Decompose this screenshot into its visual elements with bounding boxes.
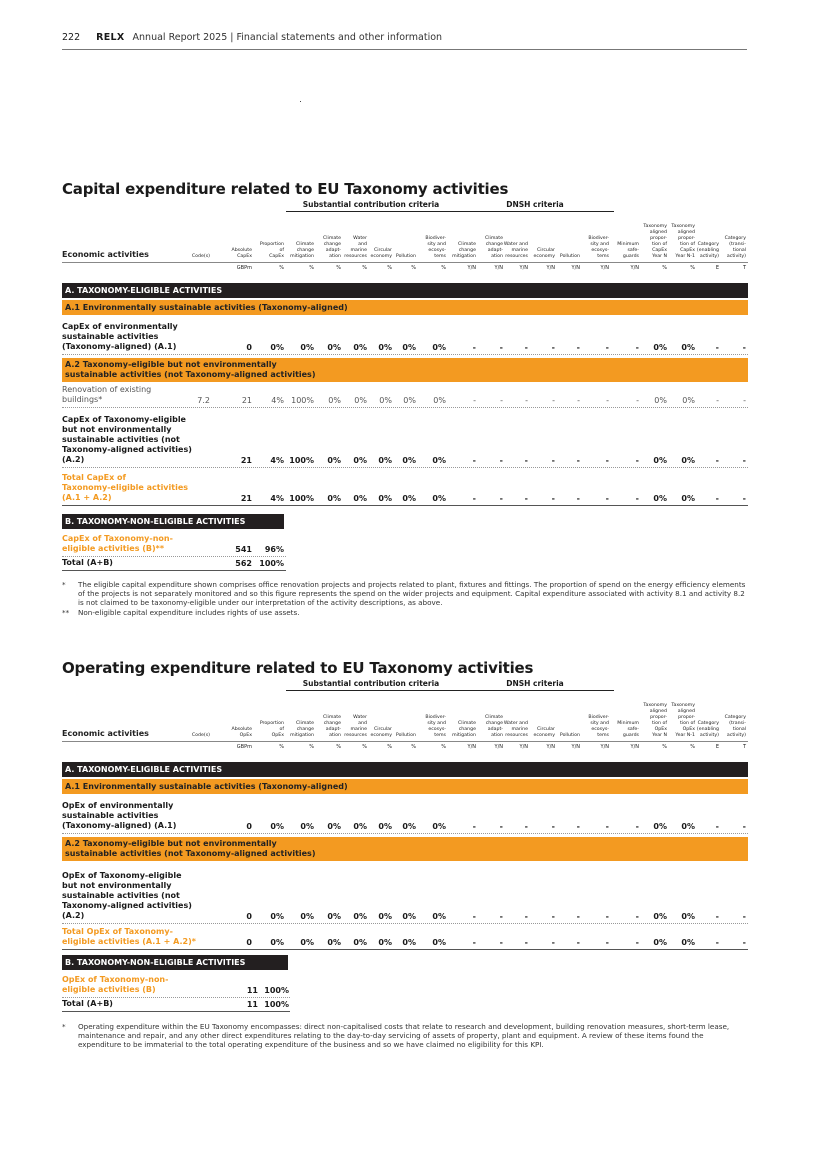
- row-label: Renovation of existing buildings*: [62, 385, 152, 404]
- row-value: -: [715, 938, 719, 947]
- opex-bar-eligible-not-aligned: A.2 Taxonomy-eligible but not environmentally sustainable activities (not Taxonomy-aligned activities): [62, 837, 748, 861]
- opex-col-header: Pollution: [559, 733, 580, 738]
- capex-row-renovation: [62, 382, 748, 408]
- row-value: -: [473, 396, 476, 405]
- row-value: 21: [240, 494, 252, 503]
- opex-group-dnsh: DNSH criteria: [456, 679, 614, 691]
- capex-unit-cell: %: [662, 265, 667, 271]
- row-label: Total OpEx of Taxonomy- eligible activities (A.1 + A.2)*: [62, 927, 196, 946]
- opex-column-headers: [62, 699, 748, 739]
- capex-row-total: [62, 557, 286, 571]
- row-value: -: [472, 494, 476, 503]
- opex-unit-cell: %: [662, 744, 667, 750]
- opex-unit-cell: %: [690, 744, 695, 750]
- capex-footnote2: Non-eligible capital expenditure includes rights of use assets.: [78, 607, 300, 617]
- row-label: Total (A+B): [62, 558, 113, 567]
- capex-unit-cell: Y/N: [600, 265, 609, 271]
- row-value: -: [715, 494, 719, 503]
- row-value: 21: [241, 396, 252, 405]
- row-value: -: [472, 343, 476, 352]
- row-value: -: [499, 456, 503, 465]
- row-value: 0%: [682, 396, 695, 405]
- capex-col-header: Minimum safe- guards: [617, 242, 639, 259]
- row-value: -: [551, 343, 555, 352]
- opex-unit-cell: E: [715, 744, 719, 750]
- capex-unit-cell: Y/N: [630, 265, 639, 271]
- row-value: -: [524, 912, 528, 921]
- capex-col-header: Circular economy: [533, 248, 555, 259]
- row-value: 0%: [353, 822, 367, 831]
- row-value: -: [742, 456, 746, 465]
- capex-col-header: Taxonomy aligned propor- tion of CapEx Year N-1: [671, 224, 695, 259]
- row-value: 100%: [291, 396, 314, 405]
- row-value: -: [576, 822, 580, 831]
- row-value: -: [500, 396, 503, 405]
- opex-col-header: Category (transi- tional activity): [724, 715, 746, 738]
- opex-footnote1: Operating expenditure within the EU Taxonomy encompasses: direct non-capitalised costs that relate to research and development, building renovation measures, short-term lease, maintenance and repair, and any other direct expenditures relating to the day-to-day servicing of assets of property, plant and equipment. A review of these items found the expenditure to be immaterial to the total operating expenditure of the business and so we have claimed no eligibility for this KPI.: [78, 1022, 730, 1050]
- row-value: 0: [246, 912, 252, 921]
- row-value: 0%: [353, 494, 367, 503]
- row-value: -: [715, 822, 719, 831]
- row-value: 0%: [681, 822, 695, 831]
- opex-col-header: Taxonomy aligned propor- tion of OpEx Year N: [643, 703, 667, 738]
- row-value: 0%: [379, 396, 392, 405]
- row-value: -: [577, 396, 580, 405]
- capex-footnote1: The eligible capital expenditure shown comprises office renovation projects and projects related to plant, fixtures and fittings. The proportion of spend on the energy efficiency elements of the projects is not separately monitored and so this figure represents the spend on the wider projects and equipment. Capital expenditure associated with activity 8.1 and activity 8.2 is not claimed to be taxonomy-eligible under our interpretation of the activity descriptions, as above.: [78, 580, 746, 608]
- row-value: 0%: [433, 396, 446, 405]
- row-value: -: [576, 494, 580, 503]
- opex-col-header: Climate change mitigation: [290, 721, 314, 738]
- row-value: -: [525, 396, 528, 405]
- row-value: -: [715, 912, 719, 921]
- capex-unit-cell: %: [411, 265, 416, 271]
- row-value: 0%: [327, 938, 341, 947]
- capex-row-b: [62, 531, 286, 557]
- row-value: -: [576, 343, 580, 352]
- row-value: 0%: [270, 938, 284, 947]
- page-number: 222: [62, 32, 81, 43]
- row-value: -: [551, 822, 555, 831]
- capex-unit-cell: %: [336, 265, 341, 271]
- opex-section: [62, 659, 748, 1079]
- row-value: 100%: [259, 559, 284, 568]
- opex-row-b: [62, 972, 290, 998]
- row-value: 0%: [653, 938, 667, 947]
- opex-group-substantial: Substantial contribution criteria: [286, 679, 456, 691]
- capex-col-header: Climate change mitigation: [290, 242, 314, 259]
- opex-unit-cell: %: [336, 744, 341, 750]
- opex-col-header: Circular economy: [533, 727, 555, 738]
- row-value: 0%: [300, 938, 314, 947]
- capex-group-dnsh: DNSH criteria: [456, 200, 614, 212]
- row-value: 4%: [271, 396, 284, 405]
- opex-col-header: Climate change adapt- ation: [484, 715, 503, 738]
- opex-unit-cell: Y/N: [571, 744, 580, 750]
- opex-col-economic-activities: Economic activities: [62, 729, 149, 738]
- opex-title: Operating expenditure related to EU Taxonomy activities: [62, 659, 534, 677]
- capex-col-header: Biodiver- sity and ecosys- tems: [425, 236, 446, 259]
- capex-col-header: Biodiver- sity and ecosys- tems: [588, 236, 609, 259]
- row-value: 0: [246, 343, 252, 352]
- row-label: CapEx of environmentally sustainable activities (Taxonomy-aligned) (A.1): [62, 322, 178, 351]
- row-value: 0%: [378, 912, 392, 921]
- opex-unit-cell: Y/N: [630, 744, 639, 750]
- row-value: 0%: [432, 822, 446, 831]
- row-value: 11: [246, 1000, 258, 1009]
- capex-unit-cell: Y/N: [494, 265, 503, 271]
- row-value: -: [472, 822, 476, 831]
- decorative-dot: [300, 101, 301, 102]
- row-value: -: [605, 938, 609, 947]
- opex-col-header: Biodiver- sity and ecosys- tems: [425, 715, 446, 738]
- row-value: 541: [235, 545, 252, 554]
- row-value: 0%: [354, 396, 367, 405]
- row-value: -: [472, 456, 476, 465]
- opex-unit-cell: T: [742, 744, 746, 750]
- row-value: -: [635, 938, 639, 947]
- row-value: 100%: [289, 456, 314, 465]
- opex-unit-cell: %: [441, 744, 446, 750]
- opex-row-a1: [62, 794, 748, 834]
- row-value: 0%: [353, 912, 367, 921]
- row-value: -: [743, 396, 746, 405]
- row-value: 0%: [328, 396, 341, 405]
- capex-row-a1: [62, 315, 748, 355]
- opex-col-header: Category (enabling activity): [696, 721, 719, 738]
- row-value: 0%: [378, 456, 392, 465]
- opex-bar-aligned: A.1 Environmentally sustainable activities (Taxonomy-aligned): [62, 779, 748, 794]
- row-value: -: [499, 938, 503, 947]
- page-header: [62, 32, 747, 50]
- row-value: -: [636, 396, 639, 405]
- row-value: -: [552, 396, 555, 405]
- row-value: 0%: [402, 938, 416, 947]
- row-value: -: [605, 494, 609, 503]
- opex-col-header: Biodiver- sity and ecosys- tems: [588, 715, 609, 738]
- capex-bar-non-eligible: B. TAXONOMY-NON-ELIGIBLE ACTIVITIES: [62, 514, 284, 529]
- row-value: 0%: [402, 343, 416, 352]
- row-value: -: [524, 938, 528, 947]
- row-value: 11: [246, 986, 258, 995]
- row-value: -: [524, 456, 528, 465]
- capex-unit-cell: T: [742, 265, 746, 271]
- row-value: -: [499, 494, 503, 503]
- row-value: 100%: [264, 1000, 289, 1009]
- row-value: -: [715, 343, 719, 352]
- capex-footnote2-mark: **: [62, 607, 70, 617]
- opex-unit-cell: Y/N: [467, 744, 476, 750]
- opex-bar-eligible: A. TAXONOMY-ELIGIBLE ACTIVITIES: [62, 762, 748, 777]
- row-value: -: [605, 822, 609, 831]
- row-value: -: [635, 456, 639, 465]
- row-label: Total CapEx of Taxonomy-eligible activities (A.1 + A.2): [62, 473, 189, 502]
- row-value: 21: [240, 456, 252, 465]
- opex-col-header: Code(s): [191, 733, 210, 738]
- opex-unit-cell: GBPm: [236, 744, 252, 750]
- header-subtitle: Annual Report 2025 | Financial statements and other information: [132, 32, 443, 43]
- opex-footnote1-mark: *: [62, 1022, 66, 1031]
- row-value: -: [576, 456, 580, 465]
- opex-footnotes: [62, 1022, 748, 1050]
- capex-col-header: Proportion of CapEx: [259, 242, 284, 259]
- row-value: 0%: [353, 456, 367, 465]
- row-value: 562: [235, 559, 252, 568]
- row-value: 0%: [432, 912, 446, 921]
- row-value: -: [499, 822, 503, 831]
- row-value: 0%: [353, 938, 367, 947]
- capex-section: [62, 180, 748, 630]
- row-value: 0%: [653, 456, 667, 465]
- capex-col-economic-activities: Economic activities: [62, 250, 149, 259]
- row-value: 0%: [653, 822, 667, 831]
- capex-footnotes: [62, 580, 748, 617]
- row-value: -: [635, 912, 639, 921]
- opex-col-header: Climate change mitigation: [452, 721, 476, 738]
- row-label: CapEx of Taxonomy-non- eligible activities (B)**: [62, 534, 173, 553]
- opex-unit-cell: Y/N: [494, 744, 503, 750]
- capex-group-substantial: Substantial contribution criteria: [286, 200, 456, 212]
- capex-units-row: [62, 262, 748, 274]
- row-value: -: [499, 343, 503, 352]
- row-value: 0%: [270, 343, 284, 352]
- row-value: -: [551, 938, 555, 947]
- row-value: 0%: [378, 343, 392, 352]
- opex-row-a2: [62, 861, 748, 924]
- opex-unit-cell: %: [362, 744, 367, 750]
- row-value: 0%: [300, 343, 314, 352]
- row-value: -: [551, 912, 555, 921]
- row-value: 0%: [432, 456, 446, 465]
- opex-row-total-eligible: [62, 924, 748, 950]
- row-value: 0%: [681, 912, 695, 921]
- opex-units-row: [62, 741, 748, 753]
- capex-row-total-eligible: [62, 468, 748, 506]
- capex-unit-cell: Y/N: [571, 265, 580, 271]
- row-value: 100%: [264, 986, 289, 995]
- opex-col-header: Minimum safe- guards: [617, 721, 639, 738]
- opex-bar-non-eligible: B. TAXONOMY-NON-ELIGIBLE ACTIVITIES: [62, 955, 288, 970]
- row-value: 0%: [432, 343, 446, 352]
- brand-name: RELX: [96, 32, 125, 43]
- opex-col-header: Water and marine resources: [503, 721, 528, 738]
- row-value: 0: [246, 822, 252, 831]
- capex-title: Capital expenditure related to EU Taxonomy activities: [62, 180, 509, 198]
- row-value: 0%: [327, 456, 341, 465]
- row-value: 0%: [681, 343, 695, 352]
- capex-col-header: Pollution: [395, 254, 416, 259]
- row-value: 0%: [378, 822, 392, 831]
- row-value: -: [576, 912, 580, 921]
- row-value: 0%: [378, 494, 392, 503]
- row-label: CapEx of Taxonomy-eligible but not environmentally sustainable activities (not Taxonomy-aligned activities) (A.2): [62, 415, 192, 464]
- opex-row-total: [62, 998, 290, 1012]
- row-value: -: [742, 343, 746, 352]
- capex-unit-cell: %: [309, 265, 314, 271]
- row-value: 0%: [681, 494, 695, 503]
- row-value: 0%: [327, 822, 341, 831]
- row-label: OpEx of Taxonomy-non- eligible activities (B): [62, 975, 169, 994]
- row-value: 0%: [653, 494, 667, 503]
- row-value: 0%: [327, 343, 341, 352]
- row-value: 0%: [378, 938, 392, 947]
- capex-bar-aligned: A.1 Environmentally sustainable activities (Taxonomy-aligned): [62, 300, 748, 315]
- row-value: -: [742, 912, 746, 921]
- row-value: 0%: [653, 343, 667, 352]
- opex-unit-cell: Y/N: [600, 744, 609, 750]
- row-value: 0%: [327, 494, 341, 503]
- capex-unit-cell: Y/N: [546, 265, 555, 271]
- row-label: OpEx of environmentally sustainable activities (Taxonomy-aligned) (A.1): [62, 801, 177, 830]
- row-value: 0%: [353, 343, 367, 352]
- capex-unit-cell: Y/N: [519, 265, 528, 271]
- row-value: -: [551, 456, 555, 465]
- capex-unit-cell: Y/N: [467, 265, 476, 271]
- capex-col-header: Pollution: [559, 254, 580, 259]
- row-value: -: [742, 494, 746, 503]
- capex-bar-eligible-not-aligned: A.2 Taxonomy-eligible but not environmentally sustainable activities (not Taxonomy-aligned activities): [62, 358, 748, 382]
- capex-column-headers: [62, 220, 748, 260]
- opex-unit-cell: %: [387, 744, 392, 750]
- opex-col-header: Absolute OpEx: [231, 727, 252, 738]
- opex-unit-cell: %: [279, 744, 284, 750]
- row-value: 4%: [270, 456, 284, 465]
- opex-unit-cell: Y/N: [519, 744, 528, 750]
- row-value: 0%: [432, 494, 446, 503]
- row-value: 0%: [681, 456, 695, 465]
- capex-unit-cell: %: [279, 265, 284, 271]
- capex-col-header: Code(s): [191, 254, 210, 259]
- row-value: 0%: [681, 938, 695, 947]
- row-value: 0%: [654, 396, 667, 405]
- capex-unit-cell: %: [387, 265, 392, 271]
- row-value: -: [605, 912, 609, 921]
- capex-col-header: Water and marine resources: [503, 242, 528, 259]
- row-value: -: [576, 938, 580, 947]
- row-value: -: [524, 343, 528, 352]
- capex-col-header: Climate change mitigation: [452, 242, 476, 259]
- row-value: 0%: [402, 494, 416, 503]
- row-value: -: [606, 396, 609, 405]
- row-value: 0%: [270, 912, 284, 921]
- capex-col-header: Taxonomy aligned propor- tion of CapEx Year N: [643, 224, 667, 259]
- capex-bar-eligible: A. TAXONOMY-ELIGIBLE ACTIVITIES: [62, 283, 748, 298]
- row-value: -: [551, 494, 555, 503]
- row-value: 100%: [289, 494, 314, 503]
- capex-unit-cell: %: [441, 265, 446, 271]
- capex-footnote1-mark: *: [62, 580, 66, 589]
- row-value: 0%: [403, 396, 416, 405]
- row-value: -: [499, 912, 503, 921]
- row-value: -: [635, 494, 639, 503]
- row-value: 7.2: [197, 396, 210, 405]
- row-value: 0%: [402, 822, 416, 831]
- row-value: -: [716, 396, 719, 405]
- row-value: -: [524, 494, 528, 503]
- row-value: -: [742, 822, 746, 831]
- capex-unit-cell: GBPm: [236, 265, 252, 271]
- opex-col-header: Pollution: [395, 733, 416, 738]
- row-value: 0%: [402, 456, 416, 465]
- row-value: -: [472, 938, 476, 947]
- capex-col-header: Category (transi- tional activity): [724, 236, 746, 259]
- capex-col-header: Water and marine resources: [344, 236, 367, 259]
- opex-unit-cell: %: [309, 744, 314, 750]
- opex-col-header: Water and marine resources: [344, 715, 367, 738]
- row-value: -: [524, 822, 528, 831]
- capex-col-header: Climate change adapt- ation: [484, 236, 503, 259]
- capex-col-header: Circular economy: [370, 248, 392, 259]
- row-value: -: [635, 822, 639, 831]
- row-value: -: [472, 912, 476, 921]
- opex-col-header: Climate change adapt- ation: [322, 715, 341, 738]
- capex-unit-cell: E: [715, 265, 719, 271]
- row-label: Total (A+B): [62, 999, 113, 1008]
- row-value: -: [742, 938, 746, 947]
- row-value: 0%: [432, 938, 446, 947]
- opex-col-header: Taxonomy aligned propor- tion of OpEx Year N-1: [671, 703, 695, 738]
- capex-unit-cell: %: [690, 265, 695, 271]
- row-value: 96%: [264, 545, 284, 554]
- capex-row-a2: [62, 408, 748, 468]
- row-value: -: [605, 456, 609, 465]
- capex-col-header: Absolute CapEx: [231, 248, 252, 259]
- opex-unit-cell: Y/N: [546, 744, 555, 750]
- row-value: 0%: [300, 822, 314, 831]
- capex-col-header: Category (enabling activity): [696, 242, 719, 259]
- capex-col-header: Climate change adapt- ation: [322, 236, 341, 259]
- opex-unit-cell: %: [411, 744, 416, 750]
- row-value: -: [605, 343, 609, 352]
- opex-col-header: Circular economy: [370, 727, 392, 738]
- row-value: 0%: [653, 912, 667, 921]
- row-value: 0: [246, 938, 252, 947]
- row-value: 4%: [270, 494, 284, 503]
- opex-col-header: Proportion of OpEx: [259, 721, 284, 738]
- row-value: 0%: [270, 822, 284, 831]
- row-value: 0%: [300, 912, 314, 921]
- row-value: 0%: [327, 912, 341, 921]
- row-label: OpEx of Taxonomy-eligible but not environmentally sustainable activities (not Taxonomy-aligned activities) (A.2): [62, 871, 192, 920]
- row-value: -: [715, 456, 719, 465]
- capex-unit-cell: %: [362, 265, 367, 271]
- row-value: -: [635, 343, 639, 352]
- row-value: 0%: [402, 912, 416, 921]
